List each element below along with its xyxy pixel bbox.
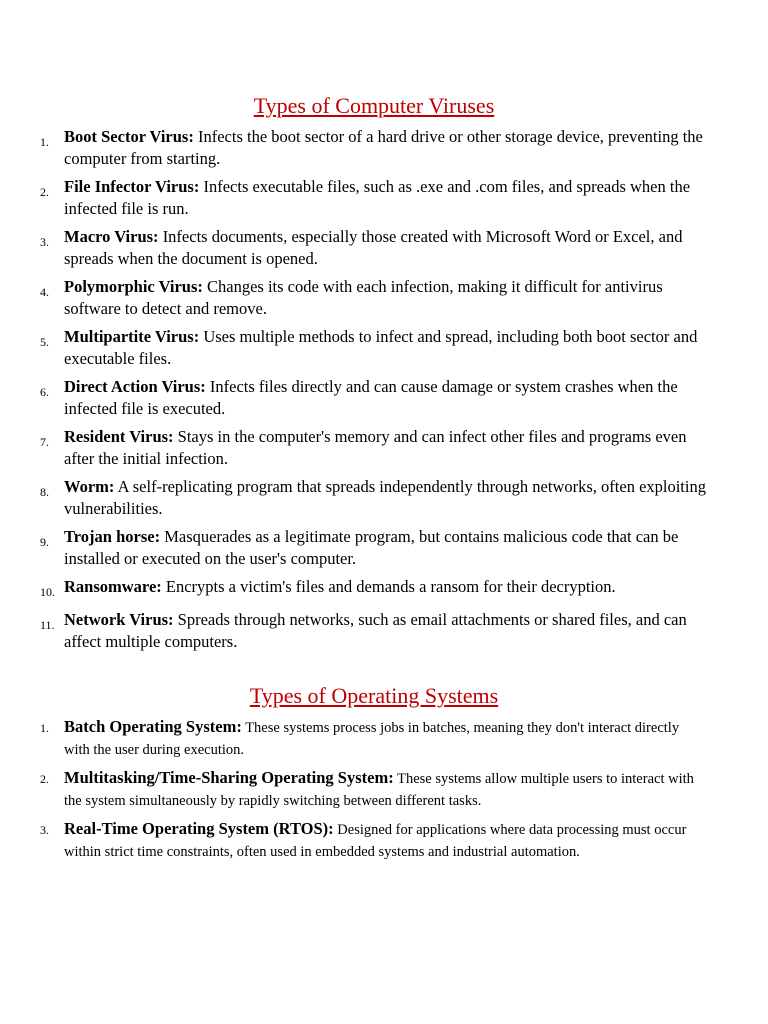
list-item-term: Trojan horse: — [64, 527, 161, 547]
section-title-viruses: Types of Computer Viruses — [253, 93, 495, 118]
list-item-number: 8. — [40, 485, 49, 500]
list-item-description: Masquerades as a legitimate program, but contains malicious code that can be installed or executed on the user's computer. — [64, 527, 679, 569]
list-item-number: 1. — [40, 720, 49, 735]
list-item-number: 7. — [40, 435, 49, 450]
list-item-number: 3. — [40, 822, 49, 837]
list-item-description: A self-replicating program that spreads independently through networks, often exploiting vulnerabilities. — [64, 477, 706, 519]
list-item-text — [64, 176, 708, 220]
section-title-operating-systems: Types of Operating Systems — [249, 683, 499, 709]
list-item-text — [64, 609, 708, 653]
list-item — [40, 476, 708, 520]
list-item-number: 6. — [40, 385, 49, 400]
list-item — [40, 716, 708, 761]
list-item-text — [64, 326, 708, 370]
list-item-text — [64, 767, 708, 812]
list-item-text — [64, 276, 708, 320]
list-item-text — [64, 126, 708, 170]
os-list — [40, 716, 708, 863]
list-item-text — [64, 526, 708, 570]
list-item-number: 2. — [40, 185, 49, 200]
list-item — [40, 526, 708, 570]
list-item-number: 9. — [40, 535, 49, 550]
list-item-term: Multitasking/Time-Sharing Operating System: — [64, 767, 394, 787]
list-item-number: 3. — [40, 235, 49, 250]
list-item-term: Ransomware: — [64, 577, 162, 597]
list-item-description: Spreads through networks, such as email attachments or shared files, and can affect multiple computers. — [64, 610, 687, 652]
list-item — [40, 226, 708, 270]
list-item-description: Designed for applications where data processing must occur within strict time constraints, often used in embedded systems and industrial automation. — [64, 821, 687, 860]
list-item-number: 4. — [40, 285, 49, 300]
list-item-description: Infects executable files, such as .exe and .com files, and spreads when the infected file is run. — [64, 177, 691, 219]
list-item-term: Polymorphic Virus: — [64, 277, 203, 297]
list-item-description: Infects files directly and can cause damage or system crashes when the infected file is executed. — [64, 377, 678, 419]
list-item-text — [64, 476, 708, 520]
list-item — [40, 326, 708, 370]
list-item-text — [64, 426, 708, 470]
list-item-description: Stays in the computer's memory and can infect other files and programs even after the initial infection. — [64, 427, 687, 469]
list-item-text — [64, 716, 708, 761]
list-item — [40, 176, 708, 220]
list-item-term: Resident Virus: — [64, 427, 174, 447]
list-item-description: These systems process jobs in batches, meaning they don't interact directly with the user during execution. — [64, 719, 680, 758]
list-item-text — [64, 818, 708, 863]
virus-list — [40, 126, 708, 653]
list-item — [40, 426, 708, 470]
list-item-term: Batch Operating System: — [64, 716, 242, 736]
list-item-description: Uses multiple methods to infect and spread, including both boot sector and executable files. — [64, 327, 698, 369]
list-item-term: Boot Sector Virus: — [64, 127, 194, 147]
list-item-term: Worm: — [64, 477, 115, 497]
list-item-term: Direct Action Virus: — [64, 377, 206, 397]
list-item-term: Multipartite Virus: — [64, 327, 200, 347]
list-item-term: Network Virus: — [64, 610, 174, 630]
list-item-description: Changes its code with each infection, making it difficult for antivirus software to detect and remove. — [64, 277, 663, 319]
list-item-number: 2. — [40, 771, 49, 786]
list-item — [40, 376, 708, 420]
list-item — [40, 818, 708, 863]
list-item-description: These systems allow multiple users to interact with the system simultaneously by rapidly switching between different tasks. — [64, 770, 694, 809]
list-item — [40, 609, 708, 653]
list-item — [40, 126, 708, 170]
list-item — [40, 767, 708, 812]
list-item-number: 5. — [40, 335, 49, 350]
list-item-text — [64, 376, 708, 420]
list-item-description: Infects documents, especially those created with Microsoft Word or Excel, and spreads when the document is opened. — [64, 227, 683, 269]
list-item-description: Infects the boot sector of a hard drive or other storage device, preventing the computer from starting. — [64, 127, 703, 169]
list-item — [40, 576, 708, 603]
list-item-text — [64, 226, 708, 270]
list-item-number: 1. — [40, 135, 49, 150]
list-item-number: 11. — [40, 618, 55, 633]
list-item-term: Real-Time Operating System (RTOS): — [64, 818, 334, 838]
list-item-text — [64, 576, 708, 598]
list-item-term: File Infector Virus: — [64, 177, 200, 197]
list-item — [40, 276, 708, 320]
list-item-number: 10. — [40, 585, 55, 600]
list-item-description: Encrypts a victim's files and demands a ransom for their decryption. — [161, 577, 616, 597]
list-item-term: Macro Virus: — [64, 227, 159, 247]
